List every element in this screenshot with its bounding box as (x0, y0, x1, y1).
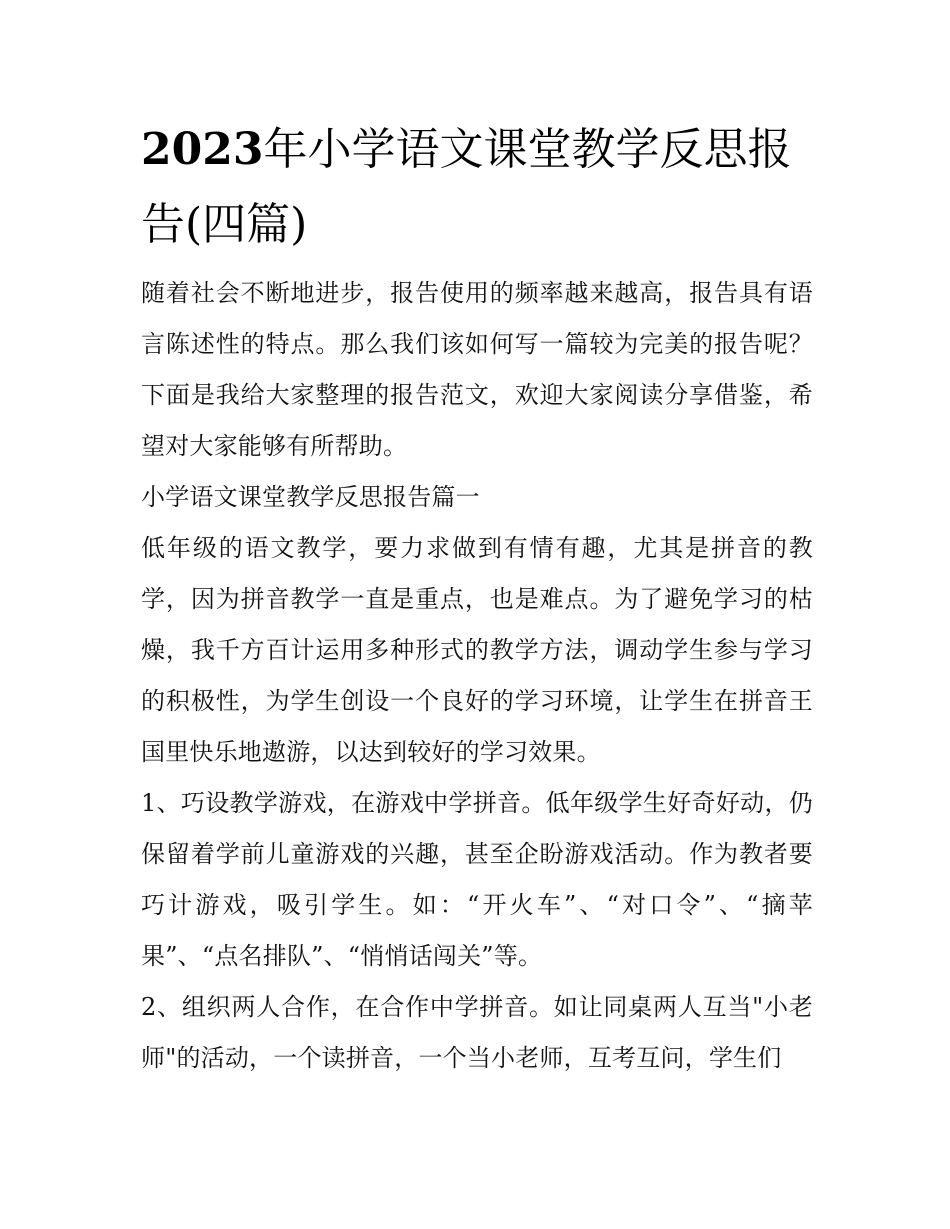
body-paragraph: 2、组织两人合作，在合作中学拼音。如让同桌两人互当"小老师"的活动，一个读拼音，一个当小老师，互考互问，学生们 (141, 993, 813, 1072)
body-paragraph: 1、巧设教学游戏，在游戏中学拼音。低年级学生好奇好动，仍保留着学前儿童游戏的兴趣，甚至企盼游戏活动。作为教者要巧计游戏，吸引学生。如：“开火车”、“对口令”、“摘苹果”、“点名排队”、“悄悄话闯关”等。 (141, 789, 813, 970)
title-year: 2023 (141, 124, 264, 175)
body-paragraph: 低年级的语文教学，要力求做到有情有趣，尤其是拼音的教学，因为拼音教学一直是重点，也是难点。为了避免学习的枯燥，我千方百计运用多种形式的教学方法，调动学生参与学习的积极性，为学生创设一个良好的学习环境，让学生在拼音王国里快乐地遨游，以达到较好的学习效果。 (141, 534, 813, 766)
document-page (141, 112, 813, 1084)
document-title (141, 112, 813, 262)
title-text: 年小学语文课堂教学反思报告(四篇) (141, 124, 792, 250)
section-heading: 小学语文课堂教学反思报告篇一 (141, 483, 480, 511)
intro-paragraph: 随着社会不断地进步，报告使用的频率越来越高，报告具有语言陈述性的特点。那么我们该如何写一篇较为完美的报告呢？下面是我给大家整理的报告范文，欢迎大家阅读分享借鉴，希望对大家能够有所帮助。 (141, 279, 813, 460)
